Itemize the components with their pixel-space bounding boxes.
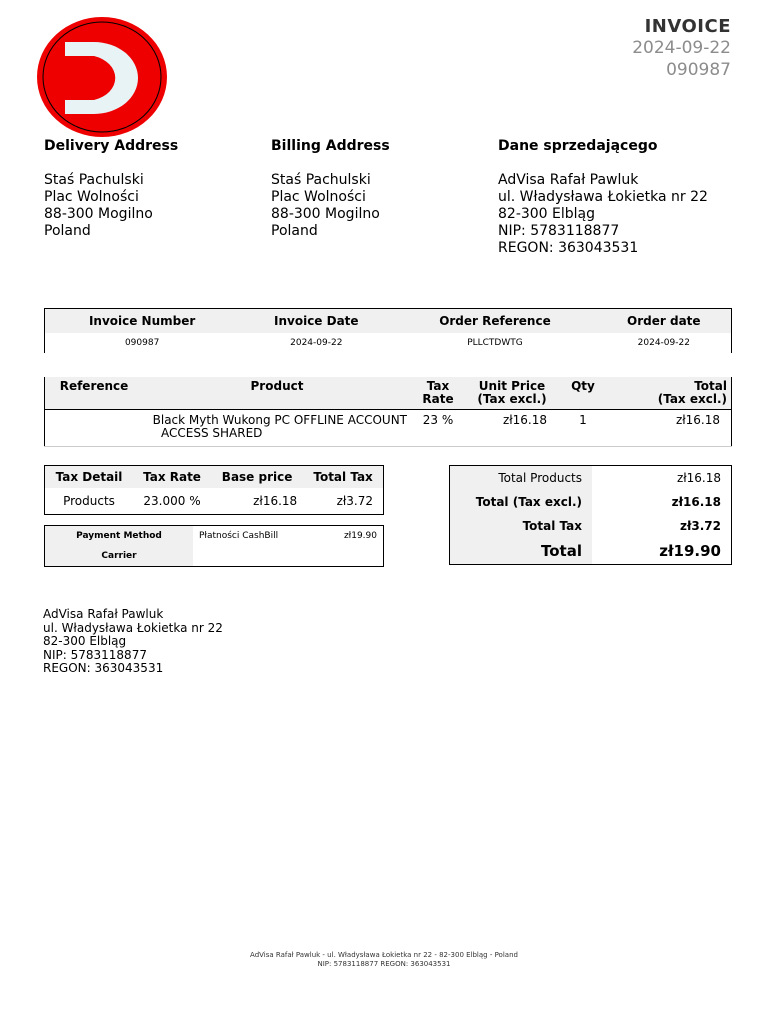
column-header: Base price (211, 466, 303, 489)
tax-rate-cell: 23.000 % (143, 494, 201, 508)
address-line: 88-300 Mogilno (271, 206, 380, 222)
product-cell (143, 410, 411, 447)
column-header-total (607, 377, 732, 410)
base-price-cell: zł16.18 (253, 494, 298, 508)
column-header-unit-price (465, 377, 559, 410)
total-products-label: Total Products (450, 466, 593, 491)
grand-total-value: zł19.90 (659, 542, 721, 560)
column-header-product: Product (143, 377, 411, 410)
total-products-value: zł16.18 (676, 471, 721, 485)
empty-cell (320, 546, 384, 567)
total-tax-excl-value: zł16.18 (671, 495, 721, 509)
invoice-date-cell: 2024-09-22 (290, 338, 343, 348)
table-row (450, 514, 732, 538)
payment-method-value: Płatności CashBill (199, 531, 279, 541)
table-row (45, 546, 384, 567)
address-line: REGON: 363043531 (498, 240, 639, 256)
table-row (450, 538, 732, 565)
payment-method-amount: zł19.90 (343, 531, 377, 541)
address-line: ul. Władysława Łokietka nr 22 (498, 189, 708, 205)
total-tax-label: Total Tax (450, 514, 593, 538)
column-header-qty: Qty (559, 377, 607, 410)
address-line: NIP: 5783118877 (498, 223, 620, 239)
address-line: Poland (44, 223, 91, 239)
header-line: Unit Price (478, 379, 546, 393)
unit-price-cell: zł16.18 (465, 410, 559, 447)
column-header: Order date (597, 309, 732, 334)
seller-line: AdVisa Rafał Pawluk (43, 607, 164, 621)
product-line: ACCESS SHARED (161, 426, 263, 440)
column-header-tax-rate (411, 377, 465, 410)
invoice-title: INVOICE (644, 16, 731, 37)
column-header: Total Tax (303, 466, 383, 489)
billing-address (271, 138, 390, 240)
invoice-number: 090987 (666, 60, 731, 80)
header-line: (Tax excl.) (657, 392, 727, 406)
invoice-header (632, 16, 731, 81)
header-line: Tax (426, 379, 450, 393)
table-row (450, 466, 732, 491)
table-row (45, 488, 384, 515)
tax-detail-table (44, 465, 384, 515)
carrier-label: Carrier (45, 546, 194, 567)
payment-table (44, 525, 384, 567)
address-line: Plac Wolności (44, 189, 139, 205)
header-line: Total (694, 379, 727, 393)
total-cell: zł16.18 (607, 410, 732, 447)
totals-table (449, 465, 732, 565)
column-header: Invoice Number (45, 309, 240, 334)
invoice-number-cell: 090987 (124, 338, 160, 348)
address-line: 88-300 Mogilno (44, 206, 153, 222)
product-line: Black Myth Wukong PC OFFLINE ACCOUNT (152, 413, 407, 427)
delivery-address (44, 138, 178, 240)
tax-rate-cell: 23 % (411, 410, 465, 447)
column-header: Tax Detail (45, 466, 134, 489)
qty-cell: 1 (559, 410, 607, 447)
address-line: Staś Pachulski (271, 172, 371, 188)
footer-line: NIP: 5783118877 REGON: 363043531 (317, 960, 451, 968)
d-logo-icon (36, 16, 168, 138)
grand-total-label: Total (450, 538, 593, 565)
column-header-reference: Reference (45, 377, 144, 410)
page-footer (0, 951, 768, 969)
seller-line: ul. Władysława Łokietka nr 22 (43, 620, 223, 635)
invoice-date: 2024-09-22 (632, 38, 731, 58)
seller-line: NIP: 5783118877 (43, 647, 147, 662)
address-line: Plac Wolności (271, 189, 366, 205)
tax-detail-cell: Products (63, 494, 115, 508)
address-line: Poland (271, 223, 318, 239)
table-row (45, 410, 732, 447)
order-reference-cell: PLLCTDWTG (467, 338, 523, 348)
payment-method-label: Payment Method (45, 526, 194, 547)
seller-info-block (43, 608, 223, 676)
total-tax-value: zł3.72 (679, 519, 721, 533)
header-line: (Tax excl.) (477, 392, 547, 406)
seller-address (498, 138, 708, 257)
reference-cell (45, 410, 144, 447)
seller-line: REGON: 363043531 (43, 661, 164, 676)
address-line: 82-300 Elbląg (498, 206, 596, 222)
seller-address-heading: Dane sprzedającego (498, 138, 658, 154)
footer-line: AdVisa Rafał Pawluk - ul. Władysława Łokietka nr 22 - 82-300 Elbląg - Poland (250, 951, 518, 959)
table-row (450, 490, 732, 514)
table-row (45, 333, 732, 353)
address-line: AdVisa Rafał Pawluk (498, 172, 639, 188)
billing-address-heading: Billing Address (271, 138, 390, 154)
seller-line: 82-300 Elbląg (43, 634, 127, 649)
address-line: Staś Pachulski (44, 172, 144, 188)
order-date-cell: 2024-09-22 (637, 338, 690, 348)
invoice-info-table (44, 308, 732, 353)
header-line: Rate (422, 392, 454, 406)
column-header: Tax Rate (133, 466, 211, 489)
table-row (45, 526, 384, 547)
total-tax-cell: zł3.72 (336, 494, 373, 508)
column-header: Order Reference (393, 309, 596, 334)
products-table (44, 377, 732, 447)
delivery-address-heading: Delivery Address (44, 138, 179, 154)
column-header: Invoice Date (239, 309, 393, 334)
total-tax-excl-label: Total (Tax excl.) (450, 490, 593, 514)
empty-cell (193, 546, 320, 567)
